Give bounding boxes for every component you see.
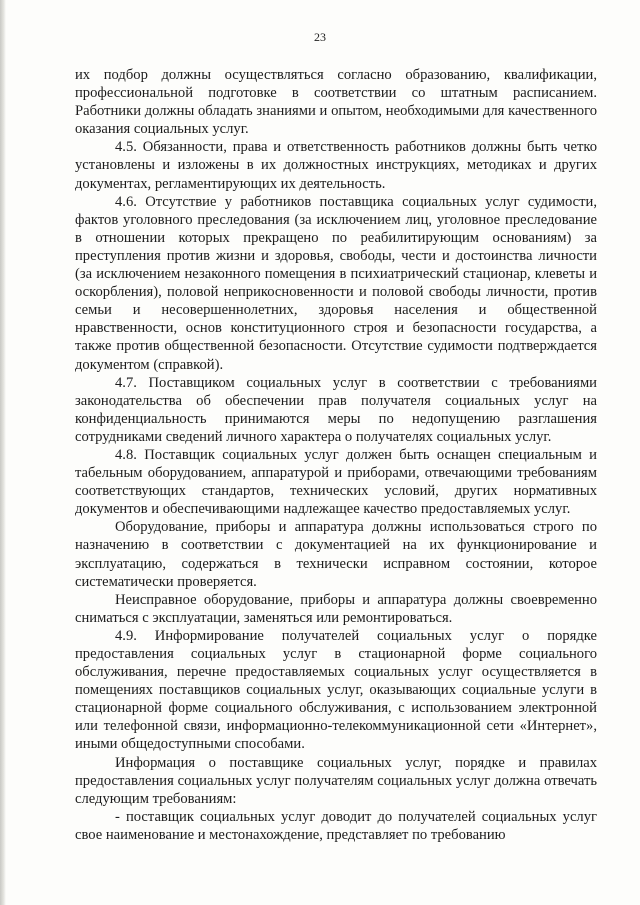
paragraph-4-8-equipment: 4.8. Поставщик социальных услуг должен быть оснащен специальным и табельным оборудованием, аппаратурой и приборами, отвечающими требованиям соответствующих стандартов, технических условий, других нормативных документов и обеспечивающими надлежащее качество предоставляемых услуг. — [75, 446, 597, 518]
paragraph-staff-selection: их подбор должны осуществляться согласно образованию, квалификации, профессиональной подготовке в соответствии со штатным расписанием. Работники должны обладать знаниями и опытом, необходимыми для качественного оказания социальных услуг. — [75, 67, 597, 138]
paragraph-faulty-equipment: Неисправное оборудование, приборы и аппаратура должны своевременно сниматься с эксплуатации, заменяться или ремонтироваться. — [75, 591, 597, 626]
paragraph-information-requirements: Информация о поставщике социальных услуг, порядке и правилах предоставления социальных услуг получателям социальных услуг должна отвечать следующим требованиям: — [75, 754, 597, 807]
paragraph-4-9-informing: 4.9. Информирование получателей социальных услуг о порядке предоставления социальных услуг в стационарной форме социального обслуживания, перечне предоставляемых социальных услуг осуществляется в помещениях поставщиков социальных услуг, оказывающих социальные услуги в стационарной форме социального обслуживания, с использованием электронной или телефонной связи, информационно-телекоммуникационной сети «Интернет», иными общедоступными способами. — [75, 627, 597, 753]
paragraph-provider-name-location: - поставщик социальных услуг доводит до получателей социальных услуг свое наименование и местонахождение, представляет по требованию — [75, 808, 597, 843]
paragraph-equipment-usage: Оборудование, приборы и аппаратура должны использоваться строго по назначению в соответствии с документацией на их функционирование и эксплуатацию, содержаться в технически исправном состоянии, которое систематически проверяется. — [75, 519, 597, 590]
paragraph-4-5-duties: 4.5. Обязанности, права и ответственность работников должны быть четко установлены и изложены в их должностных инструкциях, методиках и других документах, регламентирующих их деятельность. — [75, 139, 597, 192]
paragraph-4-6-criminal-record: 4.6. Отсутствие у работников поставщика социальных услуг судимости, фактов уголовного преследования (за исключением лиц, уголовное преследование в отношении которых прекращено по реабилитирующим основаниям) за преступления против жизни и здоровья, свободы, чести и достоинства личности (за исключением незаконного помещения в психиатрический стационар, клеветы и оскорбления), половой неприкосновенности и половой свободы личности, против семьи и несовершеннолетних, здоровья населения и общественной нравственности, основ конституционного строя и безопасности государства, а также против общественной безопасности. Отсутствие судимости подтверждается документом (справкой). — [75, 193, 597, 373]
scan-edge-shadow — [0, 0, 6, 905]
document-body — [75, 66, 597, 844]
paragraph-4-7-confidentiality: 4.7. Поставщиком социальных услуг в соответствии с требованиями законодательства об обеспечении прав получателя социальных услуг на конфиденциальность принимаются меры по недопущению разглашения сотрудниками сведений личного характера о получателях социальных услуг. — [75, 374, 597, 445]
page-number: 23 — [314, 30, 326, 44]
